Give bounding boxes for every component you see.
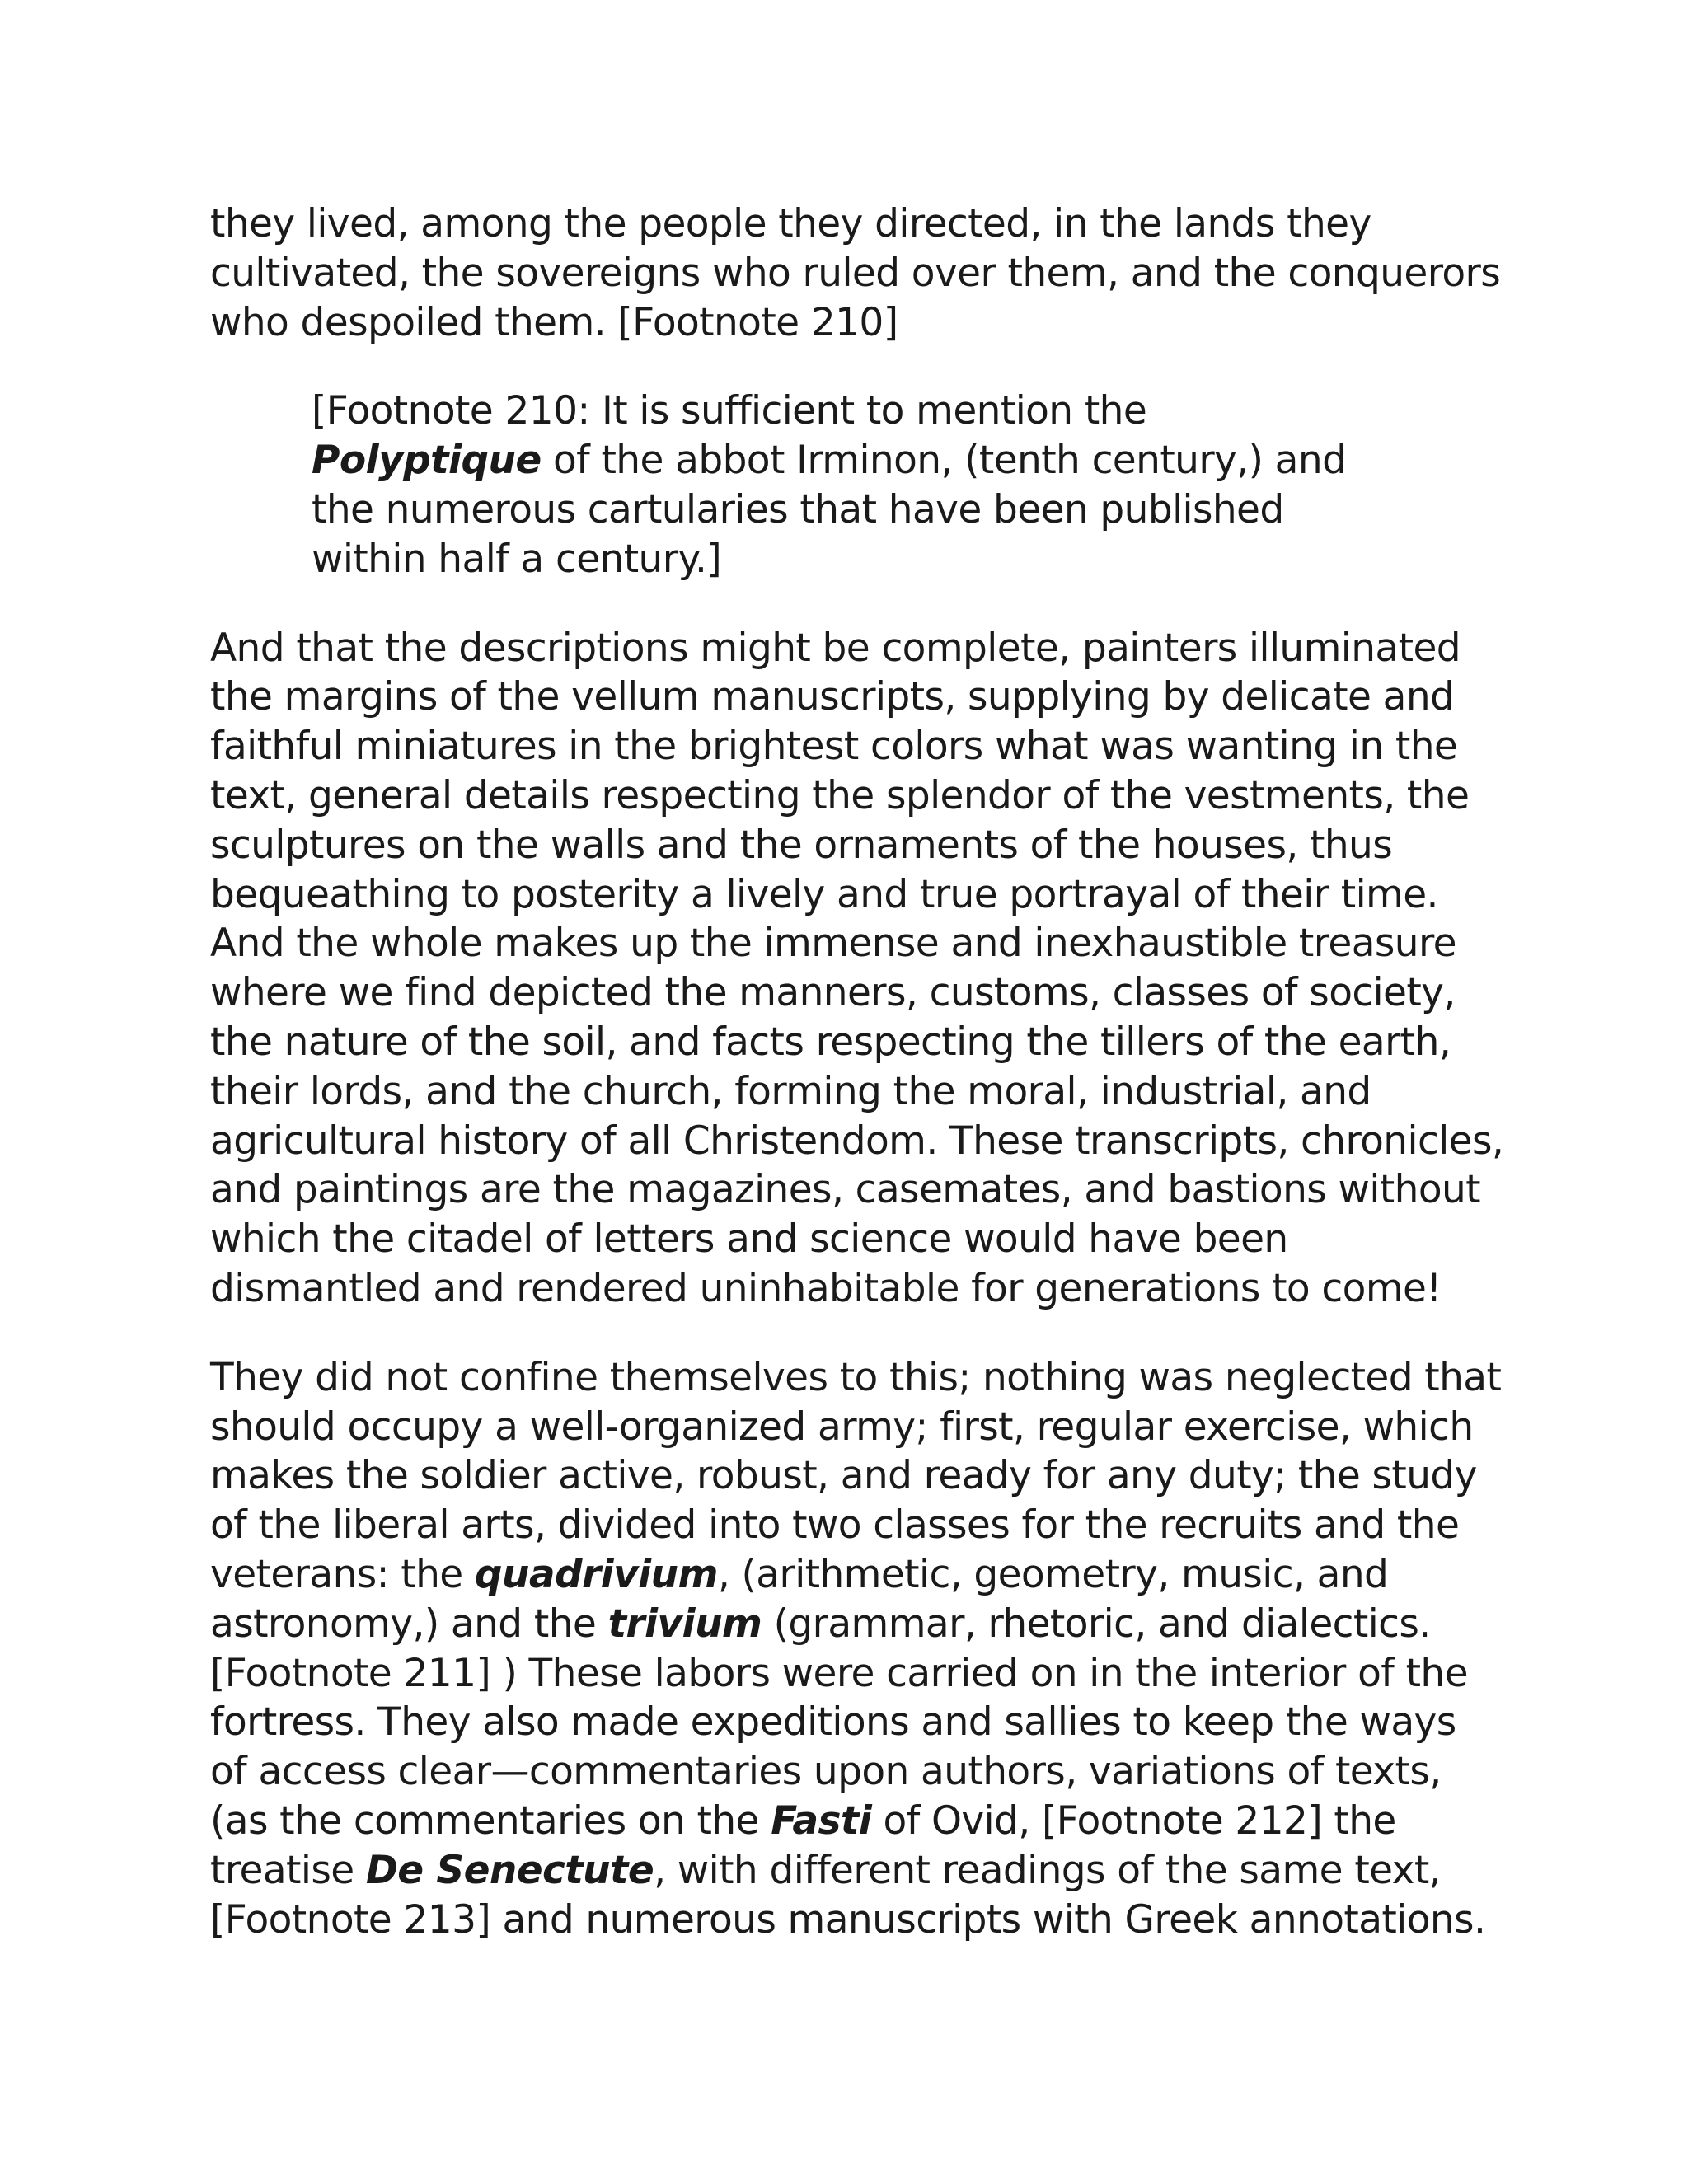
text-line: who despoiled them. [Footnote 210] — [210, 299, 898, 345]
text-line: they lived, among the people they directed, in the lands they — [210, 201, 1372, 246]
text-line — [210, 1600, 1496, 1649]
document-page — [210, 199, 1504, 1944]
paragraph-spacer — [210, 584, 1496, 624]
paragraph-spacer — [210, 1314, 1496, 1353]
text-segment: veterans: the — [210, 1551, 475, 1597]
text-line: agricultural history of all Christendom. These transcripts, chronicles, — [210, 1118, 1504, 1164]
text-line — [210, 1797, 1496, 1846]
paragraph-1 — [210, 199, 1501, 347]
text-line: faithful miniatures in the brightest colors what was wanting in the — [210, 724, 1458, 770]
text-line: They did not confine themselves to this; nothing was neglected that — [210, 1354, 1502, 1400]
text-segment: astronomy,) and the — [210, 1601, 608, 1647]
text-line: And the whole makes up the immense and inexhaustible treasure — [210, 921, 1456, 967]
text-line: of the liberal arts, divided into two classes for the recruits and the — [210, 1502, 1460, 1549]
footnote-line: the numerous cartularies that have been published — [312, 486, 1284, 532]
footnote-line — [210, 436, 1496, 485]
text-line: fortress. They also made expeditions and sallies to keep the ways — [210, 1699, 1456, 1746]
paragraph-2 — [210, 624, 1504, 1314]
text-line: which the citadel of letters and science would have been — [210, 1216, 1288, 1263]
text-segment: of Ovid, [Footnote 212] the — [871, 1797, 1396, 1844]
emphasis-polyptique: Polyptique — [312, 438, 542, 484]
text-line: of access clear—commentaries upon authors, variations of texts, — [210, 1749, 1442, 1795]
text-line: and paintings are the magazines, casemates, and bastions without — [210, 1167, 1480, 1213]
text-line: their lords, and the church, forming the moral, industrial, and — [210, 1068, 1372, 1114]
text-line: [Footnote 211] ) These labors were carried on in the interior of the — [210, 1650, 1468, 1696]
emphasis-trivium: trivium — [607, 1601, 762, 1647]
text-line: And that the descriptions might be complete, painters illuminated — [210, 625, 1461, 671]
paragraph-spacer — [210, 347, 1496, 387]
text-segment: (grammar, rhetoric, and dialectics. — [762, 1601, 1431, 1647]
footnote-line: [Footnote 210: It is sufficient to mention the — [312, 388, 1147, 434]
text-line — [210, 1550, 1496, 1600]
text-line: text, general details respecting the splendor of the vestments, the — [210, 772, 1470, 818]
text-segment: , with different readings of the same text, — [654, 1847, 1442, 1893]
text-line: the nature of the soil, and facts respecting the tillers of the earth, — [210, 1019, 1451, 1065]
emphasis-quadrivium: quadrivium — [474, 1551, 718, 1597]
footnote-line: within half a century.] — [312, 536, 722, 582]
footnote-210 — [210, 387, 1496, 583]
footnote-text: of the abbot Irminon, (tenth century,) and — [541, 438, 1347, 484]
text-segment: , (arithmetic, geometry, music, and — [717, 1551, 1389, 1597]
text-segment: treatise — [210, 1847, 366, 1893]
text-line: [Footnote 213] and numerous manuscripts with Greek annotations. — [210, 1896, 1486, 1943]
text-line: the margins of the vellum manuscripts, supplying by delicate and — [210, 674, 1455, 720]
text-line: makes the soldier active, robust, and ready for any duty; the study — [210, 1453, 1477, 1499]
text-line: sculptures on the walls and the ornaments of the houses, thus — [210, 822, 1393, 868]
text-line: bequeathing to posterity a lively and true portrayal of their time. — [210, 871, 1438, 917]
text-line — [210, 1846, 1496, 1896]
paragraph-3 — [210, 1353, 1502, 1945]
text-segment: (as the commentaries on the — [210, 1797, 771, 1844]
text-line: should occupy a well-organized army; first, regular exercise, which — [210, 1404, 1474, 1450]
text-line: where we find depicted the manners, customs, classes of society, — [210, 970, 1456, 1016]
text-line: cultivated, the sovereigns who ruled over them, and the conquerors — [210, 250, 1501, 296]
text-line: dismantled and rendered uninhabitable for generations to come! — [210, 1265, 1442, 1311]
emphasis-de-senectute: De Senectute — [365, 1847, 654, 1893]
emphasis-fasti: Fasti — [771, 1797, 872, 1844]
